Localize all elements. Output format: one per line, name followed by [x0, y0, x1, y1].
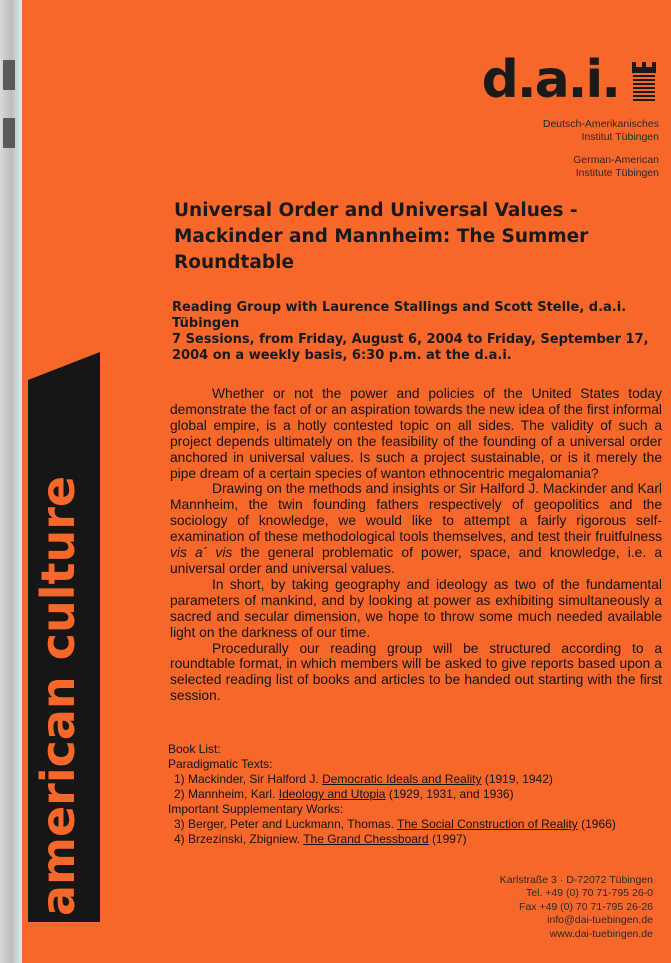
paragraph-2 [170, 481, 662, 576]
list-item: 4) Brzezinski, Zbigniew. The Grand Chessboard (1997) [174, 832, 467, 846]
paragraph-1: Whether or not the power and policies of the United States today demonstrate the fact of or an aspiration towards the new idea of the first informal global empire, is a hotly contested topic on all sides. The validity of such a project depends ultimately on the feasibility of the founding of a universal order anchored in universal values. Is such a project sustainable, or is it merely the pipe dream of a certain species of wanton ethnocentric megalomania? [170, 386, 662, 481]
scanner-tab [3, 60, 15, 90]
institute-name-english: German-American Institute Tübingen [573, 154, 659, 179]
institute-name-german: Deutsch-Amerikanisches Institut Tübingen [542, 118, 659, 143]
reading-group-line: Reading Group with Laurence Stallings and Scott Stelle, d.a.i. Tübingen [172, 300, 627, 331]
italic-phrase: vis a´ vis [170, 545, 233, 561]
scanner-tab [3, 118, 15, 148]
paragraph-3: In short, by taking geography and ideology as two of the fundamental parameters of mankind, and by looking at power as exhibiting simultaneously a sacred and secular dimension, we hope to throw some much needed available light on the darkness of our time. [170, 576, 662, 640]
contact-address [500, 874, 653, 941]
street-address: Karlstraße 3 · D-72072 Tübingen [499, 874, 653, 886]
event-title: Universal Order and Universal Values - Mackinder and Mannheim: The Summer Roundtable [174, 200, 589, 273]
book-list [168, 742, 668, 847]
dai-logo [481, 50, 659, 114]
band-label: american culture [31, 475, 85, 916]
logo-wordmark: d.a.i. [481, 50, 619, 110]
book-list-heading: Book List: [168, 742, 221, 756]
email: info@dai-tuebingen.de [547, 914, 653, 927]
list-item: 3) Berger, Peter and Luckmann, Thomas. The Social Construction of Reality (1966) [174, 817, 616, 831]
fax: Fax +49 (0) 70 71-795 26-26 [519, 900, 653, 913]
description [170, 386, 662, 704]
paragraph-4: Procedurally our reading group will be structured according to a roundtable format, in which members will be asked to give reports based upon a selected reading list of books and articles to be handed out starting with the first session. [170, 640, 662, 704]
paradigmatic-heading: Paradigmatic Texts: [168, 757, 273, 771]
supplementary-heading: Important Supplementary Works: [168, 802, 344, 816]
paragraph-2-text: Drawing on the methods and insights or Sir Halford J. Mackinder and Karl Mannheim, the twin founding fathers respectively of geopolitics and the sociology of knowledge, we would like to attempt a fairly rigorous self-examination of these methodological tools themselves, and test their fruitfulness [170, 481, 662, 545]
scan-edge [0, 0, 22, 963]
paragraph-2-text-end: the general problematic of power, space, and knowledge, i.e. a universal order and universal values. [170, 545, 662, 576]
telephone: Tel. +49 (0) 70 71-795 26-0 [526, 887, 653, 900]
flyer-page [22, 0, 671, 963]
sessions-line: 7 Sessions, from Friday, August 6, 2004 to Friday, September 17, 2004 on a weekly basis, 6:30 p.m. at the d.a.i. [172, 332, 649, 363]
website: www.dai-tuebingen.de [549, 927, 653, 940]
castle-icon [629, 60, 659, 106]
list-item: 2) Mannheim, Karl. Ideology and Utopia (1929, 1931, and 1936) [174, 787, 514, 801]
list-item: 1) Mackinder, Sir Halford J. Democratic Ideals and Reality (1919, 1942) [174, 772, 553, 786]
